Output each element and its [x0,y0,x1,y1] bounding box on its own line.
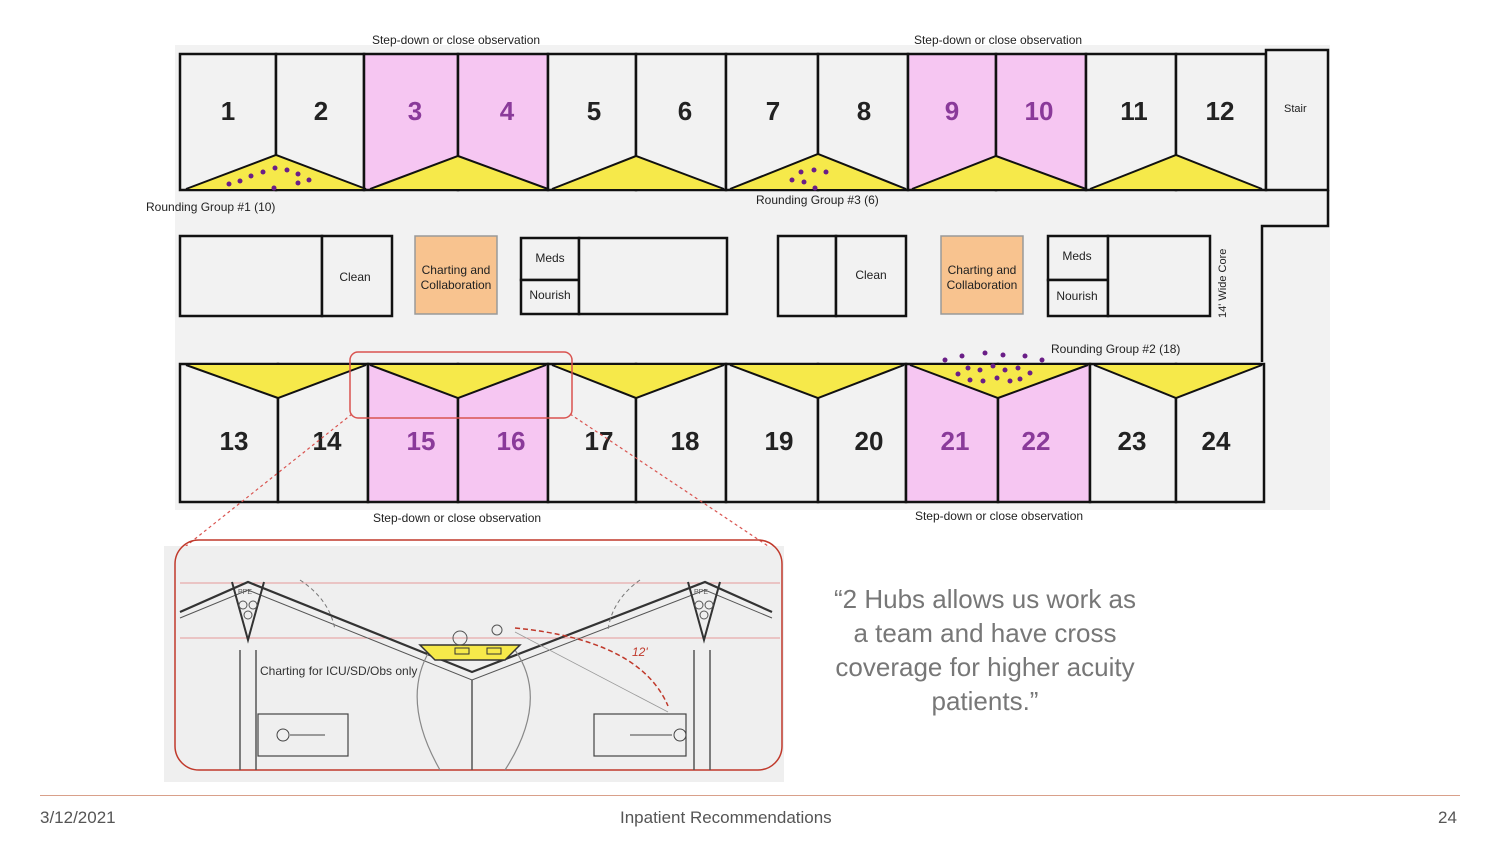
room-number: 23 [1117,426,1147,456]
charting-label: Charting and [947,263,1017,277]
footer-title: Inpatient Recommendations [620,808,832,827]
core-left [180,236,727,316]
rounding-group-label: Rounding Group #1 (10) [146,200,276,214]
detail-sketch [164,540,784,782]
footer-divider [40,795,1460,796]
room-number: 10 [1024,96,1054,126]
charting-label: Collaboration [946,278,1018,292]
stair-room [1266,50,1328,190]
room-number: 12 [1205,96,1235,126]
charting-label: Charting and [421,263,491,277]
room-number: 11 [1120,96,1148,126]
room-number: 13 [219,426,249,456]
stepdown-label: Step-down or close observation [372,511,542,525]
ppe-label: PPE [238,589,253,596]
nourish-label: Nourish [529,288,571,302]
room-number: 7 [765,96,781,126]
room-number: 2 [313,96,329,126]
meds-label: Meds [1062,249,1092,263]
ppe-label: PPE [694,589,709,596]
room-number: 19 [764,426,794,456]
room-number: 22 [1021,426,1051,456]
room-number: 14 [312,426,342,456]
quote-text: “2 Hubs allows us work as a team and have cross coverage for higher acuity patients.” [834,584,1136,716]
detail-caption: Charting for ICU/SD/Obs only [260,664,418,678]
stepdown-label: Step-down or close observation [914,509,1084,523]
clean-label: Clean [339,270,371,284]
rounding-group-label: Rounding Group #2 (18) [1051,342,1181,356]
charting-label: Collaboration [420,278,492,292]
footer-date: 3/12/2021 [40,808,116,827]
bottom-room-row [180,364,1264,502]
footer-page-number: 24 [1438,808,1457,827]
room-number: 3 [407,96,423,126]
nourish-label: Nourish [1056,289,1098,303]
meds-label: Meds [535,251,565,265]
room-number: 20 [854,426,884,456]
room-number: 6 [677,96,693,126]
stepdown-label: Step-down or close observation [913,33,1083,47]
room-number: 1 [220,96,236,126]
stair-label: Stair [1284,103,1307,115]
room-number: 4 [499,96,515,126]
room-number: 15 [406,426,436,456]
room-number: 8 [856,96,872,126]
room-number: 16 [496,426,526,456]
room-number: 5 [586,96,602,126]
clean-label: Clean [855,268,887,282]
room-number: 21 [940,426,970,456]
rounding-group-label: Rounding Group #3 (6) [756,193,879,207]
room-number: 9 [944,96,960,126]
room-number: 17 [584,426,614,456]
stepdown-label: Step-down or close observation [371,33,541,47]
core-width-label: 14' Wide Core [1217,248,1229,318]
dimension-label: 12' [632,645,648,659]
room-number: 18 [670,426,700,456]
core-right [778,236,1229,318]
room-number: 24 [1201,426,1231,456]
